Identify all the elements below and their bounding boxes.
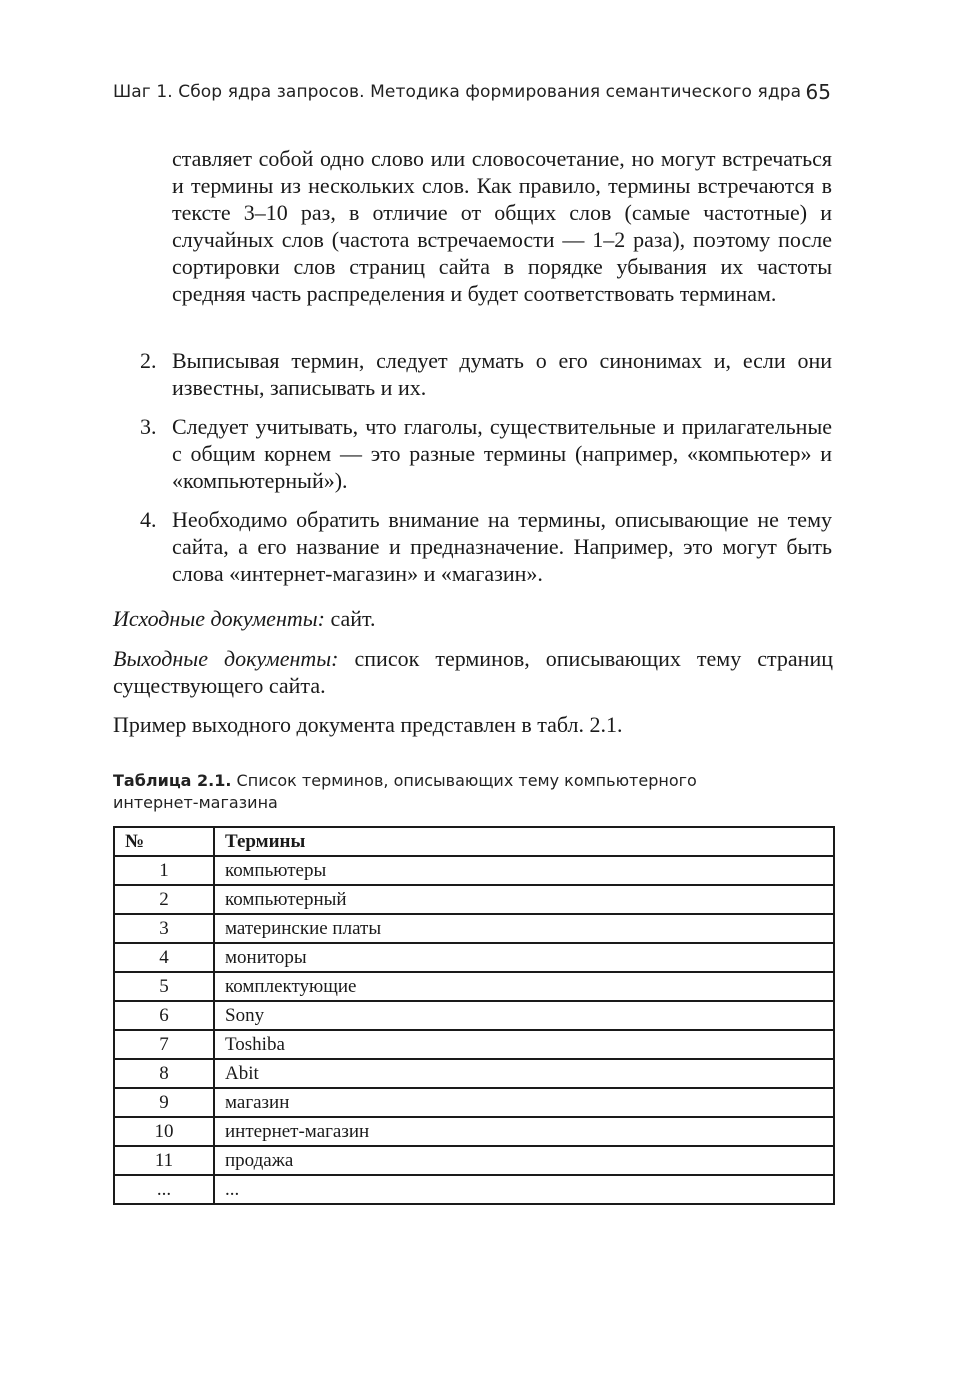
row-number-cell: 2 [114,885,214,914]
term-cell: мониторы [214,943,834,972]
output-documents-label: Выходные документы: [113,646,339,671]
example-note: Пример выходного документа представлен в табл. 2.1. [113,712,623,737]
term-cell: Sony [214,1001,834,1030]
term-cell: ... [214,1175,834,1204]
term-cell: Toshiba [214,1030,834,1059]
running-header [113,80,835,106]
row-number-cell: 1 [114,856,214,885]
output-documents [113,645,833,699]
row-number-cell: 4 [114,943,214,972]
table-caption-text: Список терминов, описывающих тему компьютерного интернет-магазина [113,771,697,812]
output-documents-value: список терминов, описывающих тему страниц существующего сайта. [113,646,833,698]
table-row [114,1175,834,1204]
list-text: Следует учитывать, что глаголы, существительные и прилагательные с общим корнем — это разные термины (например, «компьютер» и «компьютерный»). [172,414,832,493]
row-number-cell: 3 [114,914,214,943]
column-header-terms: Термины [214,827,834,856]
list-number: 4. [140,507,157,532]
list-number: 2. [140,348,157,373]
source-documents-label: Исходные документы: [113,606,325,631]
row-number-cell: 7 [114,1030,214,1059]
term-cell: магазин [214,1088,834,1117]
running-header-title: Шаг 1. Сбор ядра запросов. Методика формирования семантического ядра [113,82,802,102]
term-cell: интернет-магазин [214,1117,834,1146]
list-number: 3. [140,414,157,439]
source-documents [113,605,833,632]
table-caption [113,770,713,814]
table-row [114,885,834,914]
page-number: 65 [805,80,831,104]
term-cell: компьютерный [214,885,834,914]
row-number-cell: 8 [114,1059,214,1088]
table-row [114,943,834,972]
table-row [114,1088,834,1117]
table-row [114,1146,834,1175]
table-row [114,972,834,1001]
term-cell: Abit [214,1059,834,1088]
terms-table [113,826,835,1205]
term-cell: комплектующие [214,972,834,1001]
row-number-cell: 11 [114,1146,214,1175]
source-documents-value: сайт. [324,606,376,631]
table-row [114,1001,834,1030]
row-number-cell: 10 [114,1117,214,1146]
term-cell: материнские платы [214,914,834,943]
column-header-number: № [114,827,214,856]
list-text: Необходимо обратить внимание на термины, описывающие не тему сайта, а его название и предназначение. Например, это могут быть слова «интернет-магазин» и «магазин». [172,507,832,586]
term-cell: продажа [214,1146,834,1175]
row-number-cell: ... [114,1175,214,1204]
row-number-cell: 5 [114,972,214,1001]
table-caption-label: Таблица 2.1. [113,771,232,790]
term-cell: компьютеры [214,856,834,885]
table-row [114,1030,834,1059]
row-number-cell: 6 [114,1001,214,1030]
table-row [114,856,834,885]
table-header-row [114,827,834,856]
row-number-cell: 9 [114,1088,214,1117]
table-row [114,914,834,943]
list-text: Выписывая термин, следует думать о его синонимах и, если они известны, записывать и их. [172,348,832,400]
table-row [114,1117,834,1146]
continued-paragraph: ставляет собой одно слово или словосочетание, но могут встречаться и термины из нескольких слов. Как правило, термины встречаются в тексте 3–10 раз, в отличие от общих слов (самые частотные) и случайных слов (частота встречаемости — 1–2 раза), поэтому после сортировки слов страниц сайта в порядке убывания их частоты средняя часть распределения и будет соответствовать терминам. [172,146,832,306]
table-row [114,1059,834,1088]
